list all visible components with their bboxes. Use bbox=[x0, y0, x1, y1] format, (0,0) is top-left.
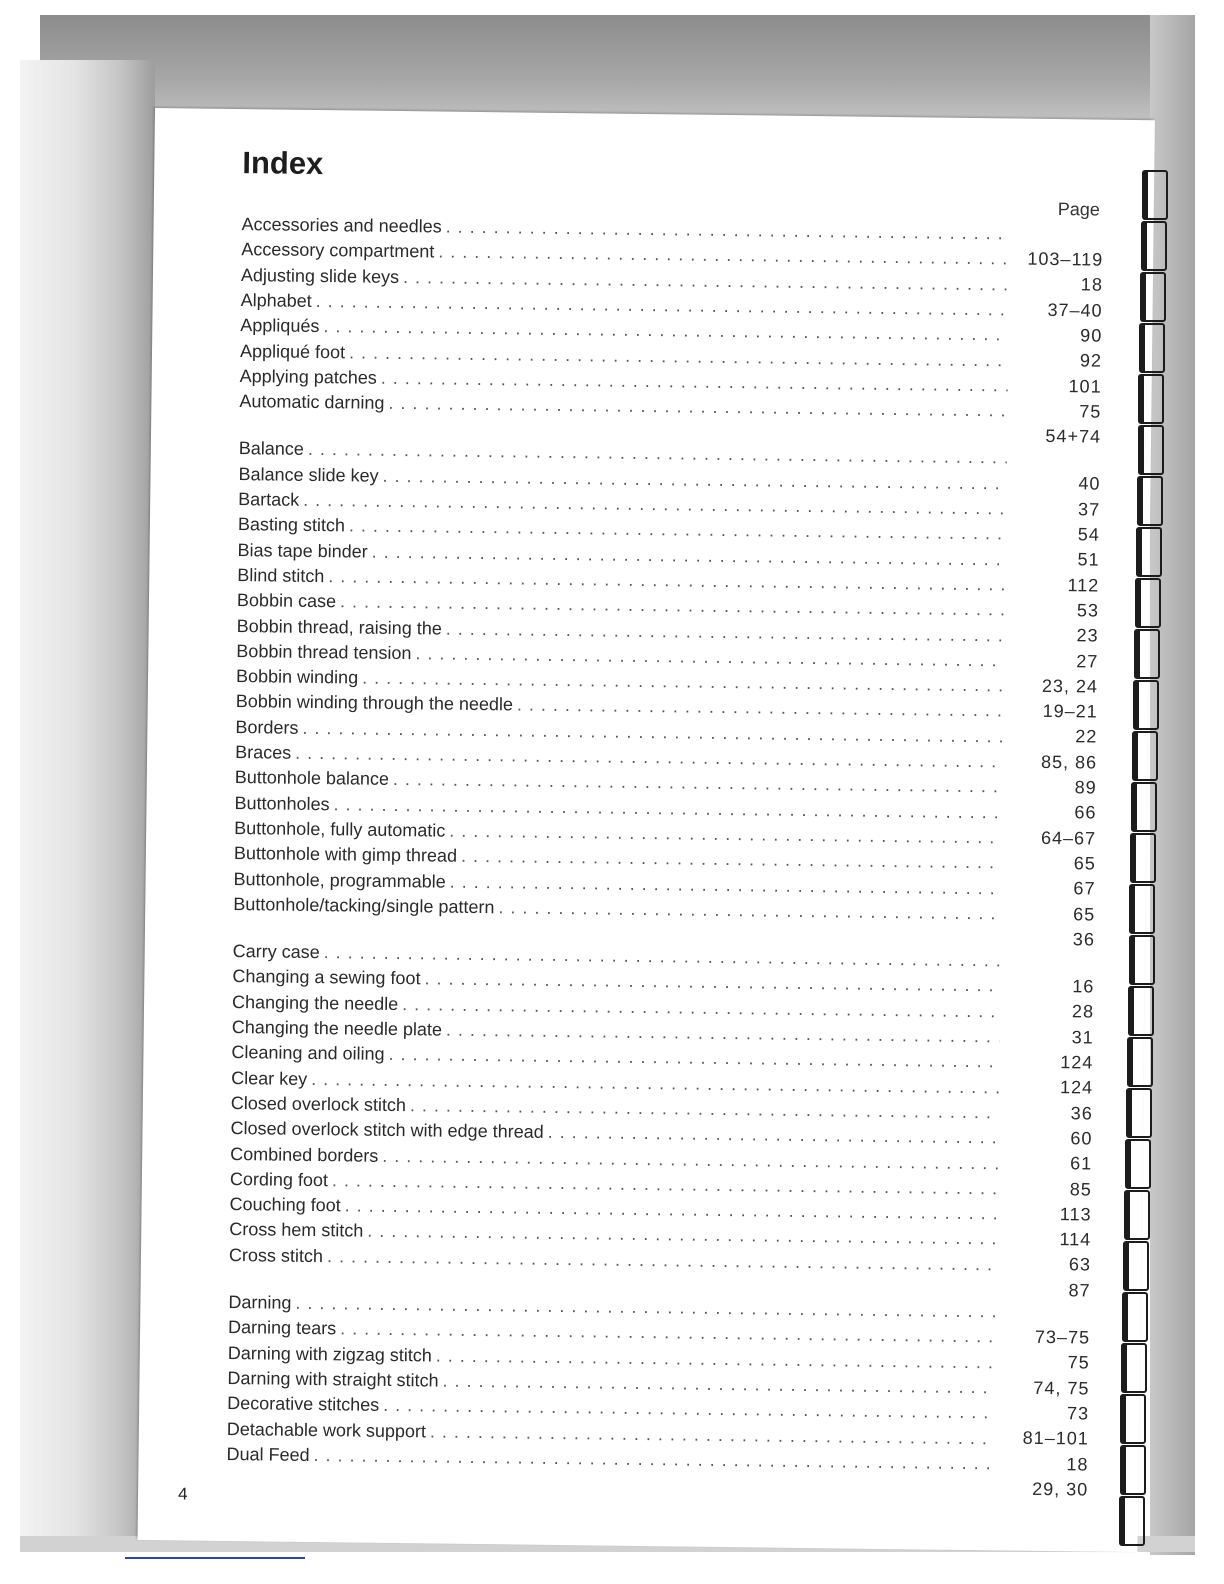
index-entry bbox=[226, 1444, 994, 1474]
index-entry-label: Buttonhole with gimp thread bbox=[233, 843, 458, 866]
dot-leader bbox=[415, 643, 1004, 671]
dot-leader bbox=[430, 1421, 995, 1449]
binding-ring bbox=[1124, 1190, 1150, 1240]
binding-ring bbox=[1128, 986, 1154, 1036]
index-entry-label: Dual Feed bbox=[226, 1443, 310, 1465]
binding-ring bbox=[1133, 680, 1159, 730]
index-page-number: 65 bbox=[1073, 903, 1096, 925]
dot-leader bbox=[308, 439, 1007, 469]
dot-leader bbox=[349, 516, 1006, 545]
index-entry-label: Balance slide key bbox=[238, 463, 379, 486]
scan-shadow-left bbox=[20, 60, 155, 1540]
index-entry-label: Buttonhole, fully automatic bbox=[234, 817, 446, 841]
binding-ring bbox=[1120, 1394, 1146, 1444]
index-entries bbox=[138, 108, 1155, 1520]
index-entry-label: Appliqués bbox=[240, 315, 320, 337]
binding-ring bbox=[1122, 1292, 1148, 1342]
index-page-number: 61 bbox=[1070, 1153, 1093, 1174]
index-page-number: 66 bbox=[1074, 802, 1097, 823]
index-page-number: 101 bbox=[1068, 375, 1102, 397]
index-entry-label: Bobbin winding through the needle bbox=[235, 691, 514, 715]
index-page-number: 27 bbox=[1076, 650, 1099, 672]
dot-leader bbox=[367, 1221, 997, 1250]
dot-leader bbox=[382, 465, 1006, 494]
binding-ring bbox=[1129, 884, 1155, 934]
spiral-binding bbox=[1122, 170, 1162, 1550]
index-page bbox=[138, 108, 1155, 1552]
dot-leader bbox=[438, 242, 1009, 270]
index-entry bbox=[229, 1245, 997, 1275]
index-entry-label: Changing a sewing foot bbox=[232, 966, 421, 989]
index-page-number: 74, 75 bbox=[1033, 1377, 1090, 1399]
index-page-number: 90 bbox=[1080, 325, 1103, 346]
dot-leader bbox=[388, 393, 1007, 422]
dot-leader bbox=[517, 695, 1004, 722]
binding-ring bbox=[1120, 1445, 1146, 1495]
index-entry-label: Bobbin winding bbox=[235, 666, 359, 688]
index-page-number: 22 bbox=[1075, 726, 1098, 747]
index-page-number: 36 bbox=[1072, 929, 1096, 950]
dot-leader bbox=[295, 1293, 996, 1323]
dot-leader bbox=[498, 897, 1001, 924]
index-page-number: 73 bbox=[1066, 1403, 1090, 1424]
index-page-number: 28 bbox=[1071, 1001, 1095, 1022]
index-entry-label: Closed overlock stitch bbox=[230, 1092, 407, 1116]
index-page-number: 54+74 bbox=[1045, 425, 1102, 447]
dot-leader bbox=[410, 1095, 999, 1123]
index-page-number: 85 bbox=[1069, 1178, 1092, 1200]
page-title: Index bbox=[242, 145, 324, 182]
binding-ring bbox=[1141, 221, 1167, 271]
dot-leader bbox=[372, 541, 1006, 570]
index-entry-label: Darning with zigzag stitch bbox=[227, 1342, 433, 1366]
index-entry-label: Closed overlock stitch with edge thread bbox=[230, 1118, 544, 1143]
binding-ring bbox=[1127, 1037, 1153, 1087]
dot-leader bbox=[446, 217, 1010, 245]
index-entry-label: Cross stitch bbox=[228, 1244, 324, 1266]
index-entry-label: Basting stitch bbox=[237, 514, 346, 536]
binding-ring bbox=[1140, 272, 1166, 322]
index-page-number: 19–21 bbox=[1042, 700, 1098, 722]
index-page-number: 18 bbox=[1066, 1453, 1089, 1475]
dot-leader bbox=[328, 566, 1005, 595]
index-page-number: 85, 86 bbox=[1040, 751, 1098, 773]
binding-ring bbox=[1136, 527, 1162, 577]
dot-leader bbox=[403, 267, 1009, 295]
dot-leader bbox=[381, 368, 1008, 397]
binding-ring bbox=[1130, 833, 1156, 883]
index-page-number: 40 bbox=[1078, 473, 1101, 494]
dot-leader bbox=[316, 291, 1009, 320]
page-column-header: Page bbox=[1057, 199, 1100, 220]
binding-ring bbox=[1138, 374, 1164, 424]
dot-leader bbox=[349, 342, 1008, 371]
index-entry-label: Accessories and needles bbox=[241, 214, 442, 237]
index-entry-label: Applying patches bbox=[239, 365, 377, 388]
index-page-number: 37 bbox=[1078, 498, 1101, 520]
dot-leader bbox=[442, 1370, 995, 1398]
index-page-number: 51 bbox=[1077, 549, 1100, 570]
index-page-number: 124 bbox=[1060, 1052, 1094, 1073]
index-entry bbox=[239, 391, 1007, 421]
index-entry-label: Combined borders bbox=[230, 1143, 379, 1166]
binding-ring bbox=[1119, 1496, 1145, 1546]
dot-leader bbox=[449, 821, 1002, 849]
index-page-number: 87 bbox=[1068, 1279, 1091, 1301]
index-entry bbox=[233, 894, 1001, 924]
binding-ring bbox=[1137, 476, 1163, 526]
index-entry-label: Decorative stitches bbox=[227, 1393, 380, 1416]
index-page-number: 23, 24 bbox=[1041, 675, 1099, 697]
dot-leader bbox=[424, 969, 1000, 997]
index-page-number: 53 bbox=[1076, 600, 1100, 621]
index-page-number: 89 bbox=[1074, 777, 1097, 798]
index-page-number: 67 bbox=[1073, 878, 1096, 899]
index-page-number: 18 bbox=[1080, 274, 1104, 295]
binding-ring bbox=[1134, 629, 1160, 679]
index-entry-label: Darning with straight stitch bbox=[227, 1367, 439, 1391]
binding-ring bbox=[1129, 935, 1155, 985]
page-number: 4 bbox=[177, 1484, 188, 1504]
dot-leader bbox=[302, 718, 1003, 748]
index-entry-label: Darning tears bbox=[227, 1317, 337, 1339]
index-entry-label: Detachable work support bbox=[226, 1418, 427, 1441]
index-page-number: 113 bbox=[1059, 1203, 1092, 1225]
index-entry-label: Bias tape binder bbox=[237, 539, 368, 562]
index-entry-label: Darning bbox=[228, 1291, 292, 1313]
dot-leader bbox=[388, 1044, 999, 1072]
index-entry-label: Accessory compartment bbox=[241, 239, 435, 262]
dot-leader bbox=[450, 871, 1002, 899]
dot-leader bbox=[340, 591, 1005, 620]
binding-ring bbox=[1139, 323, 1165, 373]
index-entry-label: Braces bbox=[235, 742, 292, 763]
binding-ring bbox=[1121, 1343, 1147, 1393]
dot-leader bbox=[383, 1395, 995, 1423]
binding-ring bbox=[1135, 578, 1161, 628]
index-entry-label: Bartack bbox=[238, 489, 300, 510]
scan-edge-line bbox=[125, 1557, 305, 1559]
binding-ring bbox=[1132, 731, 1158, 781]
index-page-number: 114 bbox=[1059, 1229, 1092, 1250]
binding-ring bbox=[1125, 1139, 1151, 1189]
dot-leader bbox=[327, 1246, 997, 1275]
dot-leader bbox=[345, 1195, 998, 1224]
dot-leader bbox=[362, 668, 1004, 697]
binding-ring bbox=[1138, 425, 1164, 475]
index-entry-label: Carry case bbox=[232, 941, 320, 963]
index-page-number: 75 bbox=[1067, 1352, 1090, 1373]
index-page-number: 124 bbox=[1059, 1077, 1094, 1098]
index-entry-label: Borders bbox=[235, 716, 299, 738]
index-entry-label: Couching foot bbox=[229, 1194, 341, 1216]
index-page-number: 92 bbox=[1079, 350, 1103, 371]
index-entry-label: Cleaning and oiling bbox=[231, 1042, 385, 1065]
index-entry-label: Cording foot bbox=[229, 1168, 329, 1190]
dot-leader bbox=[333, 794, 1002, 823]
index-page-number: 36 bbox=[1070, 1102, 1093, 1124]
index-entry-label: Appliqué foot bbox=[239, 340, 346, 362]
index-page-number: 65 bbox=[1073, 853, 1096, 874]
index-entry-label: Alphabet bbox=[240, 289, 312, 311]
index-page-number: 37–40 bbox=[1047, 299, 1103, 321]
dot-leader bbox=[436, 1345, 996, 1373]
dot-leader bbox=[311, 1069, 999, 1098]
dot-leader bbox=[446, 1020, 1000, 1048]
index-entry-label: Blind stitch bbox=[237, 564, 325, 586]
index-page-number: 112 bbox=[1067, 574, 1100, 596]
index-entry-label: Bobbin thread tension bbox=[236, 640, 412, 663]
dot-leader bbox=[313, 1445, 994, 1474]
dot-leader bbox=[340, 1319, 996, 1348]
index-page-number: 63 bbox=[1068, 1254, 1092, 1275]
dot-leader bbox=[332, 1170, 998, 1199]
index-page-number: 16 bbox=[1072, 976, 1095, 997]
dot-leader bbox=[402, 994, 1000, 1022]
dot-leader bbox=[324, 942, 1001, 971]
dot-leader bbox=[548, 1122, 999, 1149]
index-page-number: 81–101 bbox=[1022, 1427, 1089, 1449]
index-page-number: 75 bbox=[1079, 401, 1102, 422]
binding-ring bbox=[1123, 1241, 1149, 1291]
dot-leader bbox=[323, 316, 1008, 345]
binding-ring bbox=[1142, 170, 1168, 220]
index-entry-label: Adjusting slide keys bbox=[240, 264, 400, 287]
index-entry-label: Buttonhole, programmable bbox=[233, 868, 446, 892]
index-entry-label: Clear key bbox=[231, 1067, 308, 1089]
index-entry-label: Automatic darning bbox=[239, 391, 385, 413]
index-page-number: 29, 30 bbox=[1032, 1478, 1089, 1500]
index-entry-label: Changing the needle plate bbox=[231, 1017, 443, 1040]
index-entry-label: Changing the needle bbox=[231, 991, 399, 1014]
index-page-number: 23 bbox=[1076, 625, 1099, 646]
index-entry-label: Bobbin thread, raising the bbox=[236, 615, 442, 639]
dot-leader bbox=[295, 743, 1003, 773]
dot-leader bbox=[446, 618, 1005, 646]
index-entry-label: Buttonhole/tacking/single pattern bbox=[233, 893, 495, 918]
index-page-number: 64–67 bbox=[1040, 827, 1097, 849]
index-entry-label: Cross hem stitch bbox=[229, 1219, 364, 1242]
index-entry-label: Bobbin case bbox=[236, 590, 337, 612]
binding-ring bbox=[1126, 1088, 1152, 1138]
index-entry-label: Balance bbox=[238, 438, 305, 460]
dot-leader bbox=[382, 1145, 998, 1174]
index-entry-label: Buttonholes bbox=[234, 792, 330, 814]
index-page-number: 31 bbox=[1071, 1026, 1094, 1048]
index-page-number: 54 bbox=[1077, 524, 1100, 545]
index-page-number: 60 bbox=[1070, 1128, 1093, 1149]
dot-leader bbox=[303, 490, 1006, 520]
dot-leader bbox=[393, 769, 1003, 797]
index-page-number: 103–119 bbox=[1027, 248, 1104, 270]
binding-ring bbox=[1131, 782, 1157, 832]
index-entry-label: Buttonhole balance bbox=[234, 767, 390, 790]
dot-leader bbox=[461, 846, 1002, 874]
index-page-number: 73–75 bbox=[1034, 1326, 1091, 1348]
